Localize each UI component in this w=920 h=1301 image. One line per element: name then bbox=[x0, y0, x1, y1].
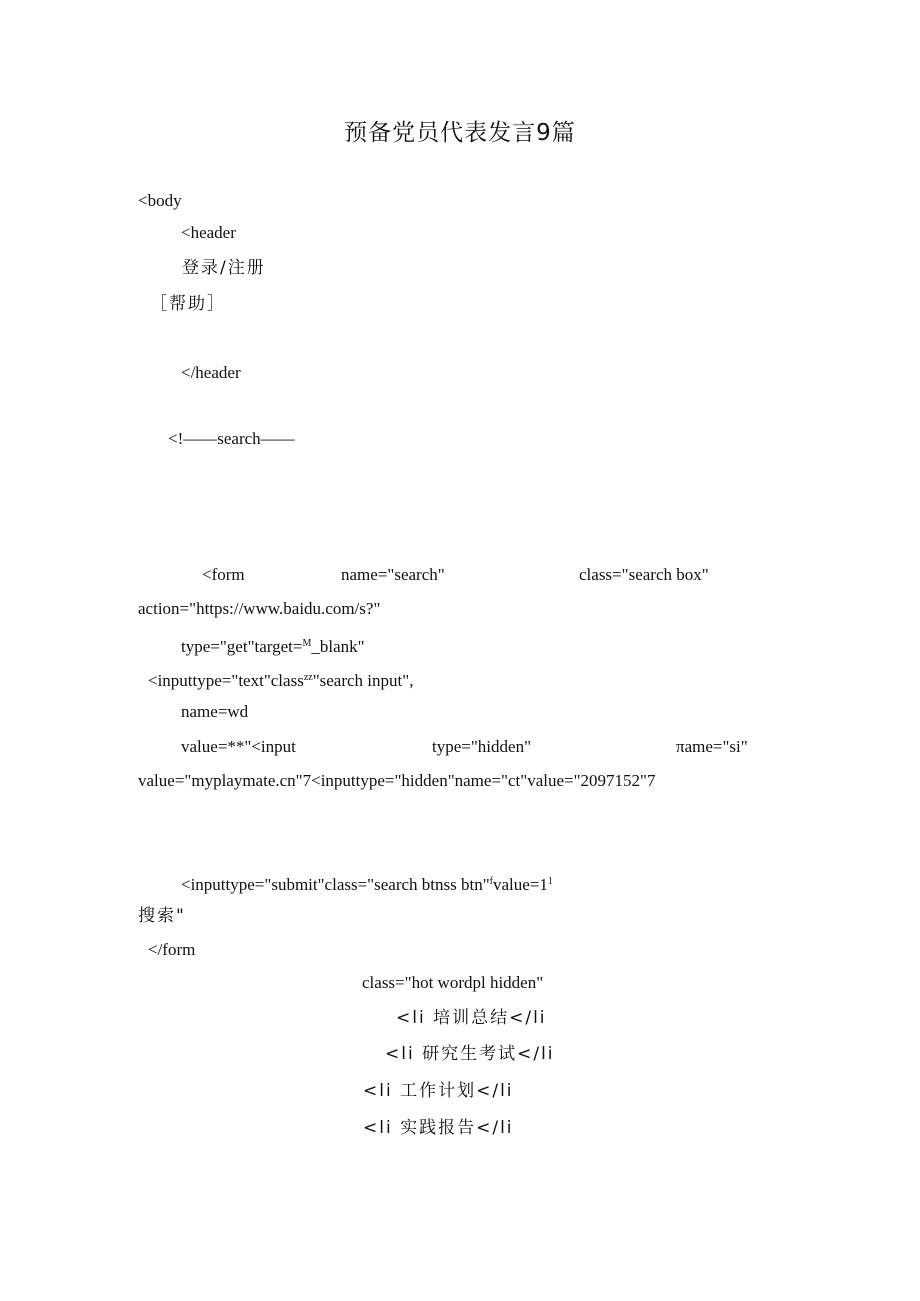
code-line-value-hidden: value="myplaymate.cn"7<inputtype="hidden"name="ct"value="2097152"7 bbox=[138, 771, 656, 790]
list-item: <li 实践报告</li bbox=[363, 1118, 514, 1138]
list-item: <li 培训总结</li bbox=[396, 1008, 547, 1028]
input-text-sup: zz bbox=[303, 672, 313, 683]
form-type-text-b: _blank" bbox=[311, 637, 365, 656]
login-register-text: 登录/注册 bbox=[182, 258, 266, 278]
code-line-form-name: name="search" bbox=[341, 565, 445, 584]
submit-text-b: value=1 bbox=[493, 875, 548, 894]
code-line-search-comment: <!——search—— bbox=[168, 429, 295, 448]
code-line-body-open: <body bbox=[138, 191, 182, 210]
submit-text-a: <inputtype="submit"class="search btnss btn" bbox=[181, 875, 490, 894]
search-label-text: 搜索" bbox=[138, 906, 186, 926]
code-line-form-close: </form bbox=[148, 940, 196, 959]
list-item: <li 工作计划</li bbox=[363, 1081, 514, 1101]
code-line-name-wd: name=wd bbox=[181, 702, 249, 721]
code-line-form-action: action="https://www.baidu.com/s?" bbox=[138, 599, 381, 618]
code-line-form-open: <form bbox=[202, 565, 245, 584]
list-item: <li 研究生考试</li bbox=[385, 1044, 555, 1064]
form-type-sup: M bbox=[302, 638, 312, 649]
code-line-header-open: <header bbox=[181, 223, 236, 242]
submit-sup: f bbox=[489, 876, 493, 887]
code-line-hot-class: class="hot wordpl hidden" bbox=[362, 973, 544, 992]
code-line-header-close: </header bbox=[181, 363, 241, 382]
input-text-b: "search input", bbox=[312, 671, 414, 690]
input-text-a: <inputtype="text"class bbox=[148, 671, 304, 690]
code-line-form-class: class="search box" bbox=[579, 565, 709, 584]
document-title: 预备党员代表发言9篇 bbox=[344, 120, 576, 146]
submit-sup2: 1 bbox=[547, 876, 553, 887]
help-text: ［帮助］ bbox=[150, 294, 226, 314]
form-type-text-a: type="get"target= bbox=[181, 637, 303, 656]
code-line-form-type bbox=[181, 633, 365, 658]
code-line-input-text bbox=[148, 667, 413, 692]
code-line-type-hidden: type="hidden" bbox=[432, 737, 532, 756]
code-line-name-si: πame="si" bbox=[676, 737, 748, 756]
code-line-value-input: value=**"<input bbox=[181, 737, 296, 756]
code-line-submit bbox=[181, 871, 553, 896]
